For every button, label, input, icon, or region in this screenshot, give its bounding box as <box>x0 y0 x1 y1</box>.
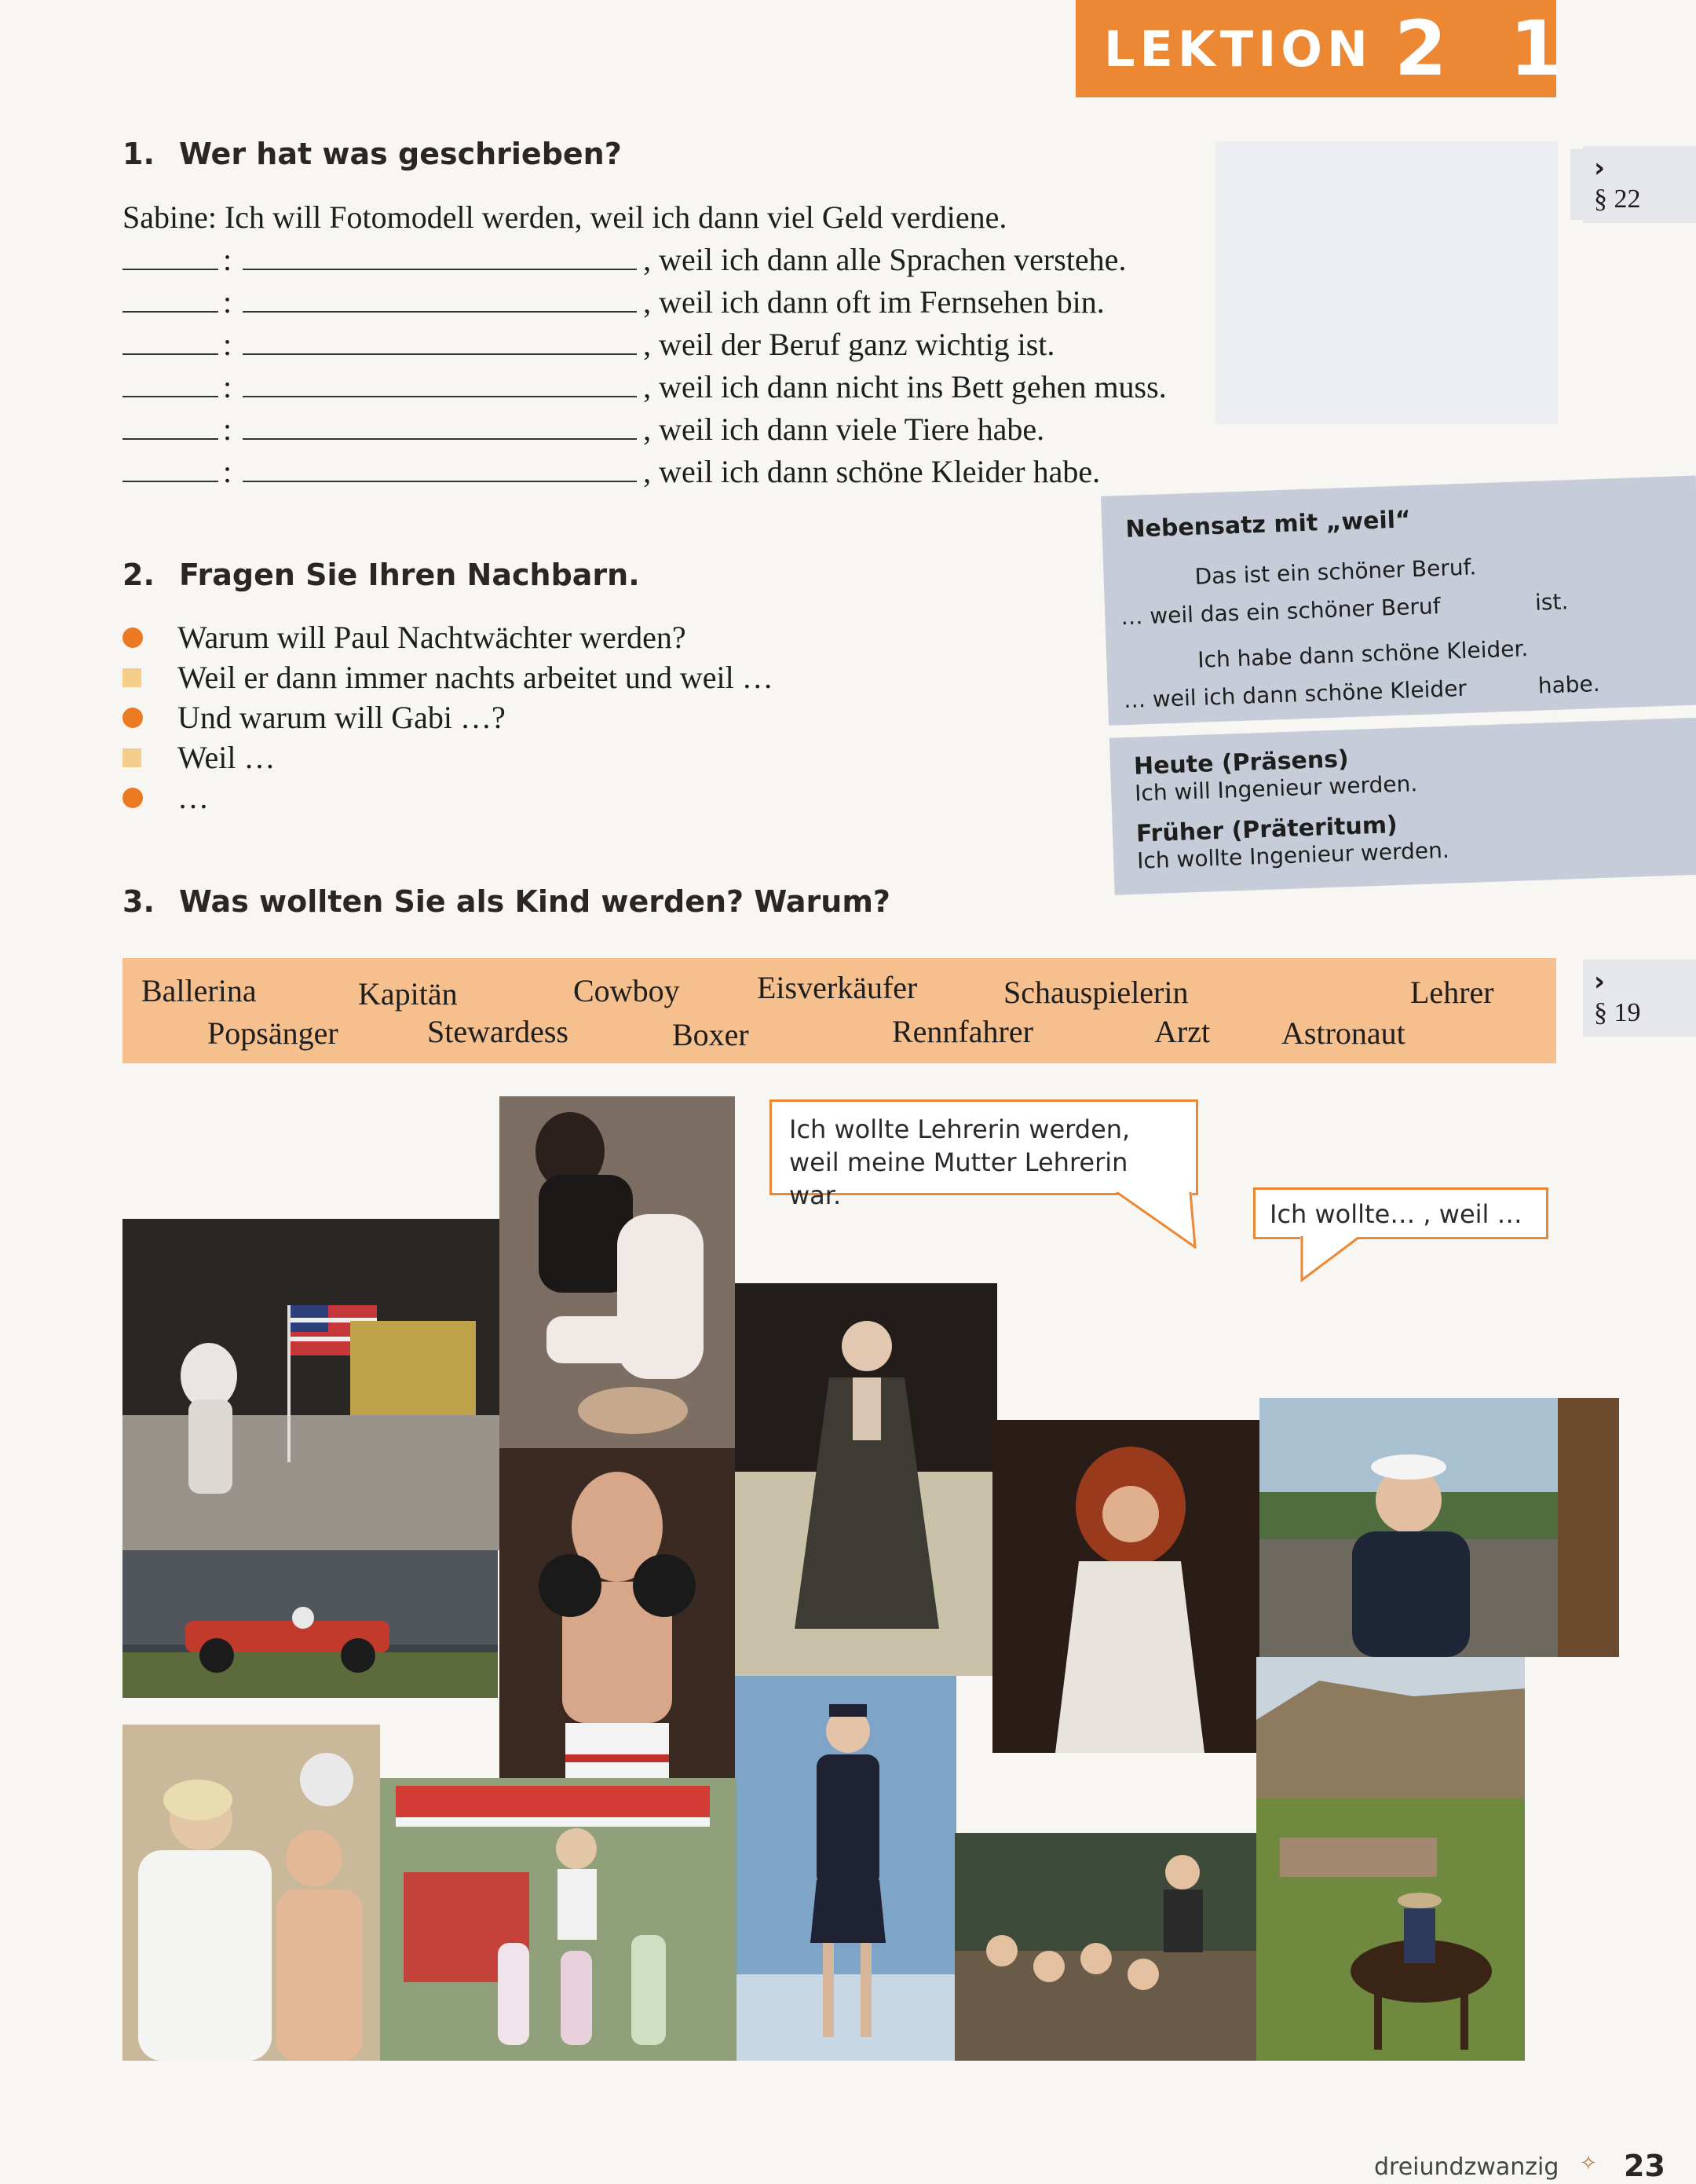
cowboy-photo-art <box>1256 1657 1525 2061</box>
dialogue-text: Und warum will Gabi …? <box>177 700 506 735</box>
exercise-1-line <box>122 239 1167 281</box>
speaker-a-bullet-icon <box>122 627 143 648</box>
chevron-right-icon: › <box>1594 966 1606 997</box>
line-text: , weil ich dann nicht ins Bett gehen muss. <box>643 369 1167 404</box>
grammar-weil-clause-2: … weil ich dann schöne Kleider <box>1123 675 1468 714</box>
exercise-1-line <box>122 451 1167 493</box>
exercise-1-line <box>122 281 1167 324</box>
word-item: Astronaut <box>1281 1015 1405 1051</box>
ballerina-photo-art <box>499 1096 735 1448</box>
astronaut-photo <box>122 1219 503 1550</box>
present-example: Ich will Ingenieur werden. <box>1134 770 1418 807</box>
past-example: Ich wollte Ingenieur werden. <box>1136 836 1450 874</box>
dialogue-line <box>122 697 773 737</box>
race-driver-photo <box>122 1550 498 1698</box>
actress-photo-art <box>735 1283 997 1676</box>
exercise-1-line <box>122 366 1167 408</box>
word-item: Eisverkäufer <box>757 970 918 1005</box>
exercise-1-title: Wer hat was geschrieben? <box>179 137 622 171</box>
name-blank[interactable] <box>122 369 218 397</box>
speech-bubble-teacher <box>769 1099 1198 1210</box>
ballerina-photo <box>499 1096 735 1448</box>
page-number-word: dreiundzwanzig <box>1374 2153 1559 2181</box>
exercise-1-heading <box>122 137 622 171</box>
name-blank[interactable] <box>122 242 218 270</box>
pop-singer-photo-art <box>992 1420 1259 1753</box>
lektion-sub-number: 1 <box>1509 5 1563 93</box>
exercise-3-heading <box>122 884 890 919</box>
cowboy-photo <box>1256 1657 1525 2061</box>
sentence-blank[interactable] <box>243 284 637 313</box>
colon: : <box>223 454 232 489</box>
word-item: Popsänger <box>207 1015 338 1051</box>
speaker-a-bullet-icon <box>122 708 143 728</box>
teacher-photo <box>955 1833 1256 2061</box>
ice-cream-seller-photo <box>380 1778 737 2061</box>
exercise-1-line <box>122 324 1167 366</box>
name-blank[interactable] <box>122 412 218 440</box>
exercise-2-dialogue <box>122 617 773 818</box>
exercise-3-number: 3. <box>122 884 155 919</box>
captain-photo-art <box>1259 1398 1619 1657</box>
line-text: , weil der Beruf ganz wichtig ist. <box>643 327 1055 362</box>
line-text: , weil ich dann schöne Kleider habe. <box>643 454 1101 489</box>
captain-photo <box>1259 1398 1619 1657</box>
reference-label: § 22 <box>1594 185 1641 214</box>
astronaut-photo-art <box>122 1219 503 1550</box>
past-label: Früher (Präteritum) <box>1135 811 1398 848</box>
example-sentence: Sabine: Ich will Fotomodell werden, weil ich dann viel Geld verdiene. <box>122 199 1007 235</box>
lektion-header-tab <box>1076 0 1563 97</box>
pop-singer-photo <box>992 1420 1259 1753</box>
word-item: Stewardess <box>427 1014 568 1049</box>
doctor-photo-art <box>122 1725 380 2061</box>
exercise-1-body <box>122 196 1167 493</box>
sentence-blank[interactable] <box>243 412 637 440</box>
speech-bubble-template <box>1253 1187 1548 1239</box>
dialogue-text: … <box>177 780 209 815</box>
exercise-2-number: 2. <box>122 558 155 592</box>
boxer-photo-art <box>499 1448 735 1781</box>
exercise-1-line <box>122 408 1167 451</box>
decorative-sparkle-icon: ✧ <box>1580 2152 1597 2175</box>
grammar-verb-2: habe. <box>1537 670 1601 699</box>
dialogue-text: Weil er dann immer nachts arbeitet und weil … <box>177 660 773 695</box>
word-item: Schauspielerin <box>1003 975 1189 1010</box>
lektion-number: 2 <box>1394 5 1447 93</box>
stewardess-photo <box>735 1676 956 2061</box>
word-item: Kapitän <box>358 976 458 1012</box>
profession-word-box <box>122 958 1556 1063</box>
boxer-photo <box>499 1448 735 1781</box>
word-item: Rennfahrer <box>892 1014 1033 1049</box>
grammar-main-clause-1: Das ist ein schöner Beruf. <box>1194 554 1477 590</box>
dialogue-text: Warum will Paul Nachtwächter werden? <box>177 620 686 655</box>
dialogue-text: Weil … <box>177 740 276 775</box>
ice-cream-seller-photo-art <box>380 1778 737 2061</box>
colon: : <box>223 327 232 362</box>
dialogue-line <box>122 617 773 657</box>
doctor-photo <box>122 1725 380 2061</box>
grammar-box <box>1101 476 1696 897</box>
race-driver-photo-art <box>122 1550 498 1698</box>
line-text: , weil ich dann oft im Fernsehen bin. <box>643 284 1105 320</box>
dialogue-line <box>122 657 773 697</box>
colon: : <box>223 242 232 277</box>
exercise-1-number: 1. <box>122 137 155 171</box>
dialogue-line <box>122 737 773 777</box>
word-item: Ballerina <box>141 973 257 1008</box>
grammar-weil-panel <box>1101 476 1696 726</box>
colon: : <box>223 369 232 404</box>
word-item: Lehrer <box>1410 975 1494 1010</box>
word-item: Arzt <box>1154 1014 1211 1049</box>
speech-bubble-text: Ich wollte Lehrerin werden, weil meine Mutter Lehrerin war. <box>789 1114 1131 1210</box>
word-item: Cowboy <box>573 973 680 1008</box>
speech-bubble-tail <box>1115 1192 1201 1249</box>
grammar-reference-22[interactable] <box>1583 146 1696 223</box>
sentence-blank[interactable] <box>243 327 637 355</box>
chevron-right-icon: › <box>1594 152 1606 184</box>
colon: : <box>223 284 232 320</box>
teacher-photo-art <box>955 1833 1256 2061</box>
exercise-2-heading <box>122 558 640 592</box>
grammar-title: Nebensatz mit „weil“ <box>1124 506 1412 543</box>
reference-label: § 19 <box>1594 998 1641 1027</box>
line-text: , weil ich dann alle Sprachen verstehe. <box>643 242 1127 277</box>
name-blank[interactable] <box>122 454 218 482</box>
actress-photo <box>735 1283 997 1676</box>
sentence-blank[interactable] <box>243 369 637 397</box>
lektion-label: LEKTION <box>1104 20 1373 78</box>
speaker-a-bullet-icon <box>122 788 143 808</box>
exercise-3-title: Was wollten Sie als Kind werden? Warum? <box>179 884 890 919</box>
grammar-main-clause-2: Ich habe dann schöne Kleider. <box>1197 635 1529 673</box>
exercise-1-example <box>122 196 1167 239</box>
stewardess-photo-art <box>735 1676 956 2061</box>
grammar-reference-19[interactable] <box>1583 960 1696 1037</box>
speaker-b-bullet-icon <box>122 748 141 767</box>
colon: : <box>223 412 232 447</box>
background-bleed-box <box>1215 141 1558 424</box>
present-label: Heute (Präsens) <box>1133 745 1350 781</box>
speech-bubble-text: Ich wollte… , weil … <box>1270 1199 1522 1229</box>
exercise-2-title: Fragen Sie Ihren Nachbarn. <box>179 558 640 592</box>
grammar-weil-clause-1: … weil das ein schöner Beruf <box>1120 593 1442 631</box>
line-text: , weil ich dann viele Tiere habe. <box>643 412 1045 447</box>
name-blank[interactable] <box>122 327 218 355</box>
word-item: Boxer <box>672 1017 749 1052</box>
name-blank[interactable] <box>122 284 218 313</box>
sentence-blank[interactable] <box>243 242 637 270</box>
speech-bubble-tail <box>1297 1236 1360 1283</box>
dialogue-line <box>122 777 773 818</box>
sentence-blank[interactable] <box>243 454 637 482</box>
speaker-b-bullet-icon <box>122 668 141 687</box>
page-number: 23 <box>1624 2149 1665 2183</box>
grammar-tense-panel <box>1109 717 1696 894</box>
grammar-verb-1: ist. <box>1534 588 1569 616</box>
